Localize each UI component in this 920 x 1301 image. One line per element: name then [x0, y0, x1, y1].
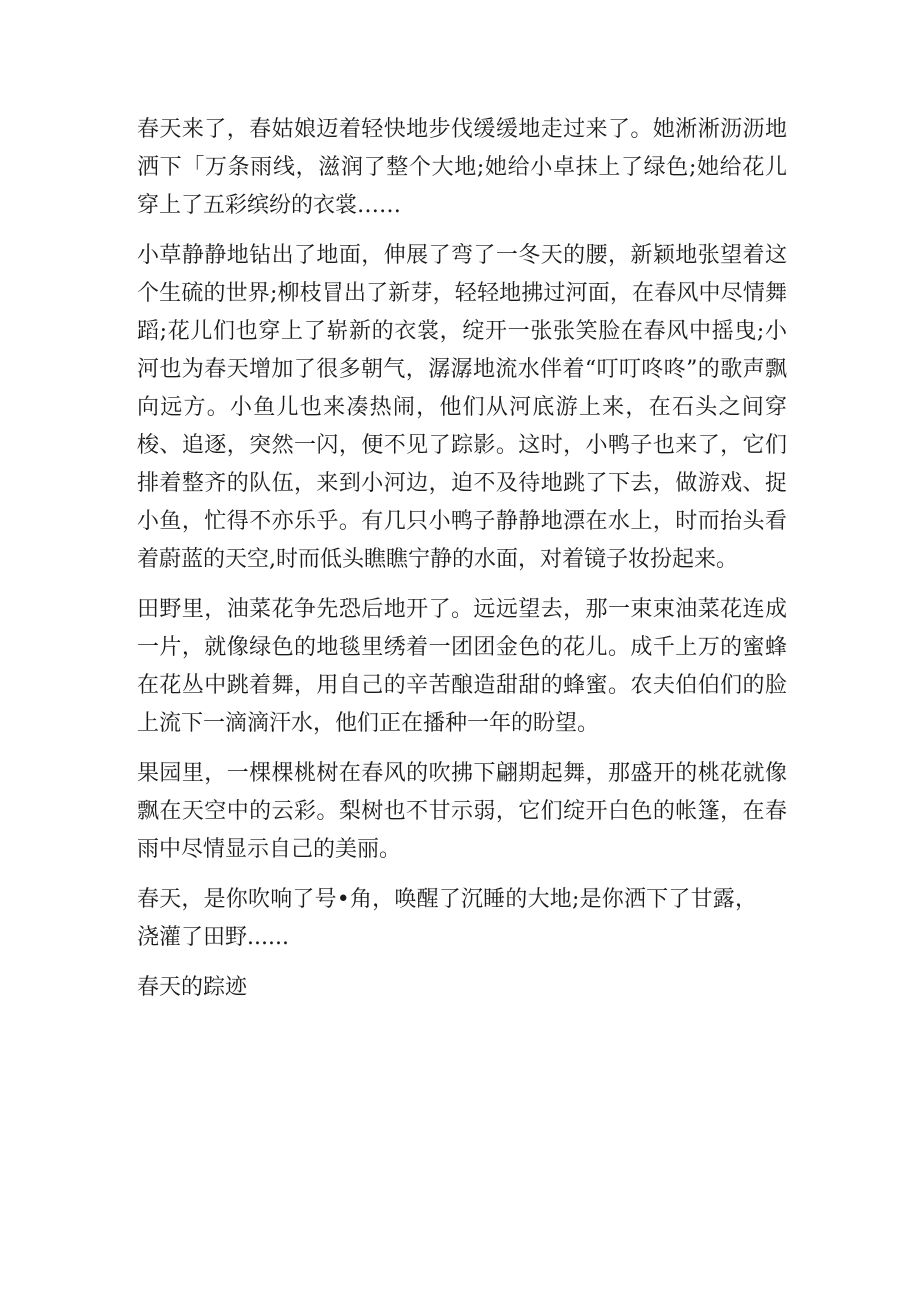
paragraph-spring-arrives: 春天来了，春姑娘迈着轻快地步伐缓缓地走过来了。她淅淅沥沥地洒下「万条雨线，滋润了整个大地;她给小卓抹上了绿色;她给花儿穿上了五彩缤纷的衣裳…… [137, 117, 787, 218]
document-body [137, 111, 787, 1007]
paragraph-orchard: 果园里，一棵棵桃树在春风的吹拂下翩期起舞，那盛开的桃花就像飘在天空中的云彩。梨树也不甘示弱，它们绽开白色的帐篷，在春雨中尽情显示自己的美丽。 [137, 761, 787, 862]
paragraph-fields: 田野里，油菜花争先恐后地开了。远远望去，那一束束油菜花连成一片，就像绿色的地毯里绣着一团团金色的花儿。成千上万的蜜蜂在花丛中跳着舞，用自己的辛苦酿造甜甜的蜂蜜。农夫伯伯们的脸上流下一滴滴汗水，他们正在播种一年的盼望。 [137, 597, 787, 736]
paragraph-grass-and-river: 小草静静地钻出了地面，伸展了弯了一冬天的腰，新颖地张望着这个生硫的世界;柳枝冒出了新芽，轻轻地拂过河面，在春风中尽情舞蹈;花儿们也穿上了崭新的衣裳，绽开一张张笑脸在春风中摇曳;小河也为春天增加了很多朝气，潺潺地流水伴着“叮叮咚咚”的歌声飘向远方。小鱼儿也来凑热闹，他们从河底游上来，在石头之间穿梭、追逐，突然一闪，便不见了踪影。这时，小鸭子也来了，它们排着整齐的队伍，来到小河边，迫不及待地跳了下去，做游戏、捉小鱼，忙得不亦乐乎。有几只小鸭子静静地漂在水上，时而抬头看着蔚蓝的天空,时而低头瞧瞧宁静的水面，对着镜子妆扮起来。 [137, 243, 787, 572]
paragraph-spring-praise: 春天，是你吹响了号•角，唤醒了沉睡的大地;是你洒下了甘露，浇灌了田野...... [137, 887, 757, 950]
closing-title: 春天的踪迹 [137, 975, 248, 1000]
